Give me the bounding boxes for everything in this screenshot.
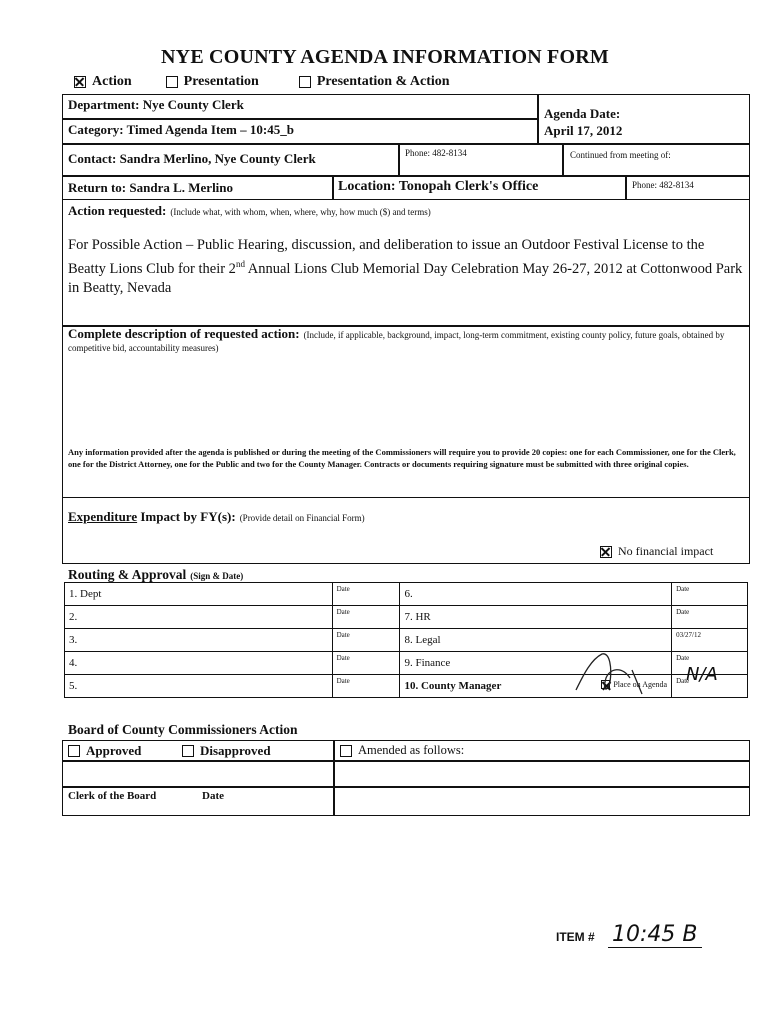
amended-option[interactable]: Amended as follows: — [340, 743, 464, 758]
date-label: Date — [676, 677, 690, 685]
copies-notice: Any information provided after the agenda is published or during the meeting of the Commissioners will require you to provide 20 copies: one for each Commissioner, one for the Clerk, one for the District Attorney, one for the Public and two for the County Manager. Contracts or documents requiring signature must be submitted with three original copies. — [68, 447, 736, 469]
date-label: Date — [336, 585, 350, 593]
form-title: NYE COUNTY AGENDA INFORMATION FORM — [161, 46, 609, 68]
routing-row — [65, 606, 748, 629]
checkbox-checked-icon[interactable] — [74, 76, 86, 88]
checkbox-checked-icon[interactable] — [600, 546, 612, 558]
checkbox-icon[interactable] — [182, 745, 194, 757]
item-label: ITEM # — [556, 930, 595, 944]
complete-desc-hint: (Include, if applicable, background, impact, long-term commitment, existing county policy, future goals, obtained by competitive bid, accountability measures) — [68, 330, 725, 353]
type-presentation[interactable]: Presentation — [166, 74, 259, 90]
routing-step: 6. — [404, 588, 413, 600]
action-text: For Possible Action – Public Hearing, discussion, and deliberation to issue an Outdoor Festival License to the Beatty Lions Club for their 2nd Annual Lions Club Memorial Day Celebration May 26-27, 2012 at Cottonwood Park in Beatty, Nevada — [68, 237, 743, 296]
routing-label: Routing & Approval — [68, 567, 187, 582]
department: Department: Nye County Clerk — [68, 97, 244, 112]
date-label: 03/27/12 — [676, 631, 701, 639]
expenditure-hint: (Provide detail on Financial Form) — [239, 513, 365, 523]
routing-step: 1. Dept — [65, 583, 333, 606]
clerk-of-board: Clerk of the Board — [68, 790, 157, 802]
category: Category: Timed Agenda Item – 10:45_b — [68, 122, 294, 137]
location-phone: Phone: 482-8134 — [632, 180, 694, 190]
return-to: Return to: Sandra L. Merlino — [68, 180, 234, 195]
action-requested-hint: (Include what, with whom, when, where, why, how much ($) and terms) — [170, 207, 431, 217]
complete-desc-label: Complete description of requested action: — [68, 326, 300, 341]
routing-row — [65, 583, 748, 606]
item-number: 10:45 B — [608, 922, 702, 948]
action-requested-label: Action requested: — [68, 203, 167, 218]
checkbox-icon[interactable] — [166, 76, 178, 88]
finance-note: N/A — [686, 664, 718, 685]
routing-step: 10. County Manager — [404, 680, 502, 692]
routing-step: 9. Finance — [404, 657, 451, 669]
board-label: Board of County Commissioners Action — [68, 722, 298, 737]
continued-from: Continued from meeting of: — [570, 150, 671, 160]
date-label: Date — [336, 654, 350, 662]
date-label: Date — [336, 608, 350, 616]
routing-step: 8. Legal — [404, 634, 441, 646]
approved-option[interactable]: Approved — [68, 743, 141, 759]
type-action[interactable]: Action — [74, 74, 132, 90]
routing-step: 4. — [65, 652, 333, 675]
checkbox-icon[interactable] — [68, 745, 80, 757]
agenda-date-label: Agenda Date: — [544, 106, 621, 121]
routing-step: 5. — [65, 675, 333, 698]
contact: Contact: Sandra Merlino, Nye County Clerk — [68, 151, 316, 166]
date-label: Date — [336, 631, 350, 639]
date-label: Date — [676, 585, 690, 593]
checkbox-icon[interactable] — [340, 745, 352, 757]
contact-phone: Phone: 482-8134 — [405, 148, 467, 158]
form-type-options — [74, 74, 484, 90]
expenditure-label: Expenditure — [68, 509, 138, 524]
no-financial-impact[interactable]: No financial impact — [600, 544, 713, 559]
disapproved-option[interactable]: Disapproved — [182, 743, 271, 759]
place-on-agenda[interactable]: Place on Agenda — [601, 680, 667, 689]
agenda-date: April 17, 2012 — [544, 123, 623, 138]
date-label: Date — [676, 654, 690, 662]
date-label: Date — [676, 608, 690, 616]
type-presentation-action[interactable]: Presentation & Action — [299, 74, 450, 90]
routing-step: 2. — [65, 606, 333, 629]
routing-hint: (Sign & Date) — [190, 571, 244, 581]
location: Location: Tonopah Clerk's Office — [338, 179, 539, 194]
checkbox-icon[interactable] — [299, 76, 311, 88]
routing-step: 3. — [65, 629, 333, 652]
date-label: Date — [336, 677, 350, 685]
clerk-date: Date — [202, 790, 224, 802]
routing-step: 7. HR — [404, 611, 431, 623]
